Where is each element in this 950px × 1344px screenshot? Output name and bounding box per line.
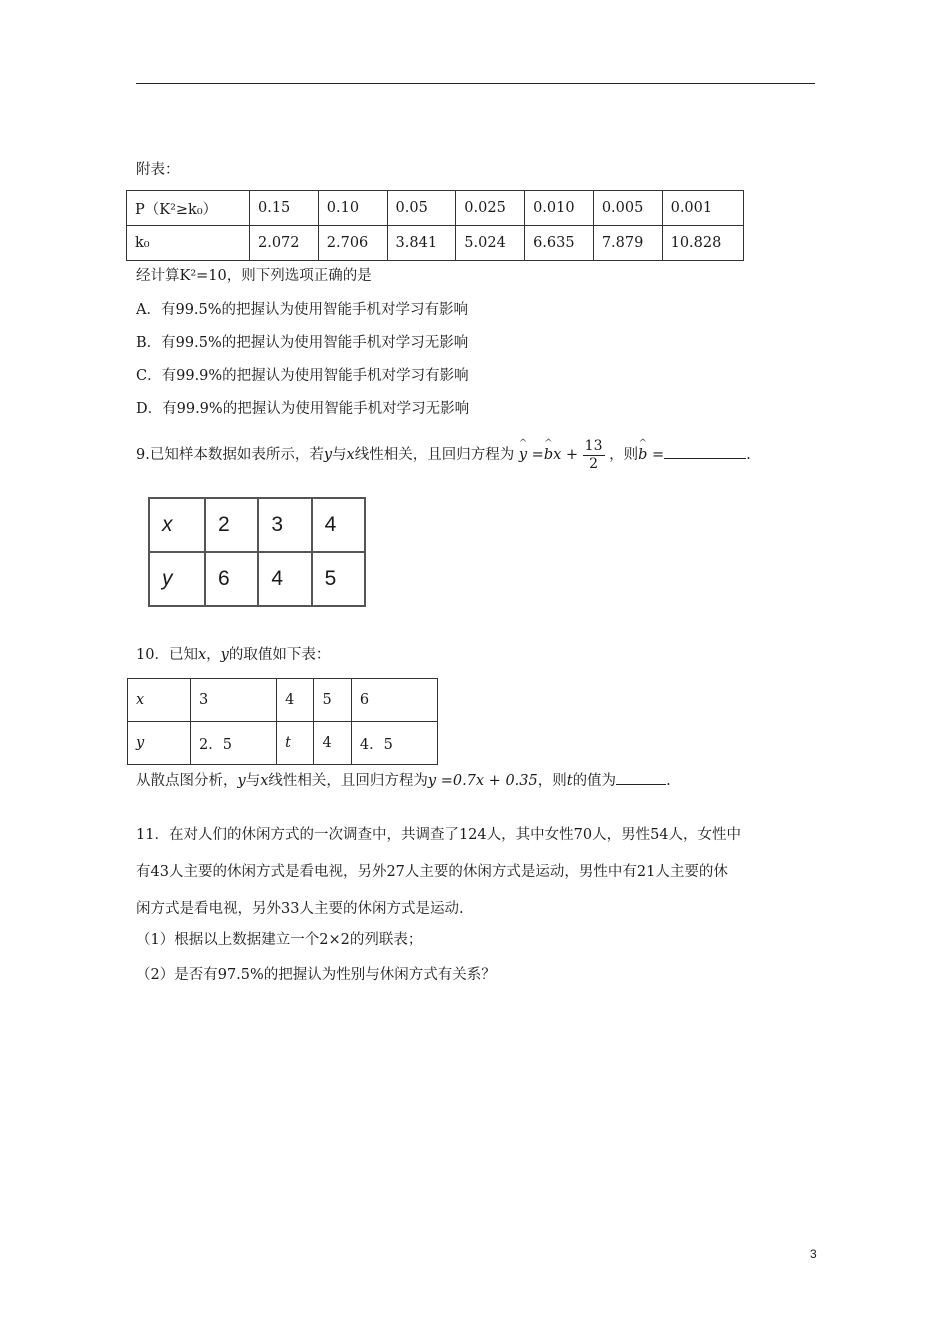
var-y: y — [220, 647, 229, 663]
table-cell: 7.879 — [593, 226, 662, 261]
q9-text: 线性相关，且回归方程为 — [354, 447, 515, 463]
table-cell: 0.10 — [318, 191, 387, 226]
q11-sub1 — [136, 930, 422, 950]
q11-line: 有43人主要的休闲方式是看电视，另外27人主要的休闲方式是运动，男性中有21人主要的休 — [136, 864, 728, 880]
q10-text: 从散点图分析， — [136, 773, 238, 789]
q10-text: ，则 — [537, 773, 567, 789]
q9-text: 9.已知样本数据如表所示，若 — [136, 447, 324, 463]
table-row-label: y — [128, 722, 191, 765]
table-cell: 3 — [258, 498, 311, 552]
table-row-label: x — [128, 679, 191, 722]
q10-text: 与 — [245, 773, 261, 789]
table-cell: 4 — [314, 722, 351, 765]
q10-text: . — [666, 773, 671, 789]
table-cell: 2．5 — [191, 722, 277, 765]
table-head-label: P（K²≥k₀） — [127, 191, 250, 226]
q11-text: （1）根据以上数据建立一个 — [136, 932, 320, 948]
eq-b-hat: ^ b — [544, 433, 553, 477]
var-x: x — [346, 447, 355, 463]
var-y: y — [237, 773, 246, 789]
eq-text: + — [561, 447, 583, 463]
table-cell: 4．5 — [351, 722, 437, 765]
table-cell: 3 — [191, 679, 277, 722]
table-cell: 3.841 — [387, 226, 456, 261]
probability-table — [126, 190, 744, 261]
ask-b-hat: ^ b — [638, 433, 647, 477]
eq-x: x — [553, 447, 562, 463]
var-x: x — [197, 647, 207, 663]
table-row — [127, 226, 744, 261]
q9-text: ，则 — [609, 447, 639, 463]
q11-sub2: （2）是否有97.5%的把握认为性别与休闲方式有关系？ — [136, 967, 496, 983]
q10-conclusion — [136, 770, 671, 791]
table-cell: 0.025 — [456, 191, 525, 226]
table-cell: 10.828 — [662, 226, 743, 261]
table-cell: 0.05 — [387, 191, 456, 226]
header-rule — [136, 83, 815, 84]
table-cell: 5 — [312, 552, 365, 606]
fraction-denominator: 2 — [589, 455, 599, 472]
q11-text: 的列联表； — [349, 932, 423, 948]
table-row — [128, 722, 438, 765]
math-2x2: 2×2 — [319, 932, 350, 948]
table-cell: t — [277, 722, 314, 765]
table-cell: 4 — [312, 498, 365, 552]
table-cell: 0.010 — [525, 191, 594, 226]
table-cell: 0.15 — [250, 191, 319, 226]
table-cell: 2 — [205, 498, 258, 552]
answer-blank — [616, 770, 666, 785]
table-cell: 2.706 — [318, 226, 387, 261]
table-row — [128, 679, 438, 722]
fraction — [583, 438, 605, 473]
q10-data-table — [127, 678, 438, 765]
var-x: x — [260, 773, 269, 789]
q9-text: 与 — [332, 447, 347, 463]
table-cell: 6.635 — [525, 226, 594, 261]
table-cell: 0.005 — [593, 191, 662, 226]
table-row-label: k₀ — [127, 226, 250, 261]
q8-option-c: C．有99.9%的把握认为使用智能手机对学习有影响 — [136, 368, 469, 384]
q8-option-d: D．有99.9%的把握认为使用智能手机对学习无影响 — [136, 401, 470, 417]
appendix-label: 附表： — [136, 162, 180, 178]
q8-option-b: B．有99.5%的把握认为使用智能手机对学习无影响 — [136, 335, 469, 351]
var-t: t — [566, 773, 573, 789]
q10-stem — [136, 645, 330, 665]
q10-text: 线性相关，且回归方程为 — [268, 773, 428, 789]
table-cell: 5 — [314, 679, 351, 722]
table-row — [149, 552, 365, 606]
table-cell: 6 — [205, 552, 258, 606]
table-row-label: x — [149, 498, 205, 552]
q8-option-a: A．有99.5%的把握认为使用智能手机对学习有影响 — [136, 302, 469, 318]
eq-y-hat: ^ y — [519, 433, 527, 477]
table-cell: 4 — [258, 552, 311, 606]
q11-line: 11．在对人们的休闲方式的一次调查中，共调查了124人，其中女性70人，男性54人，女性中 — [136, 827, 742, 843]
table-cell: 0.001 — [662, 191, 743, 226]
q9-stem — [136, 433, 751, 477]
regression-equation: y =0.7x + 0.35 — [427, 773, 538, 789]
eq-text: = — [527, 447, 544, 463]
q9-text: = — [647, 447, 665, 463]
q10-text: 的取值如下表： — [228, 647, 331, 663]
q10-text: 10．已知 — [136, 647, 198, 663]
q11-line: 闲方式是看电视，另外33人主要的休闲方式是运动. — [136, 901, 464, 917]
q10-text: 的值为 — [572, 773, 617, 789]
page-number: 3 — [810, 1247, 817, 1261]
answer-blank — [664, 444, 746, 459]
var-y: y — [323, 447, 333, 463]
table-row-label: y — [149, 552, 205, 606]
table-cell: 4 — [277, 679, 314, 722]
q9-text: . — [746, 447, 751, 463]
table-cell: 2.072 — [250, 226, 319, 261]
q8-stem: 经计算K²=10，则下列选项正确的是 — [136, 268, 372, 284]
table-row — [149, 498, 365, 552]
fraction-numerator: 13 — [584, 437, 603, 454]
table-cell: 5.024 — [456, 226, 525, 261]
q9-data-table — [148, 497, 366, 607]
table-row — [127, 191, 744, 226]
q10-text: ， — [206, 647, 221, 663]
table-cell: 6 — [351, 679, 437, 722]
